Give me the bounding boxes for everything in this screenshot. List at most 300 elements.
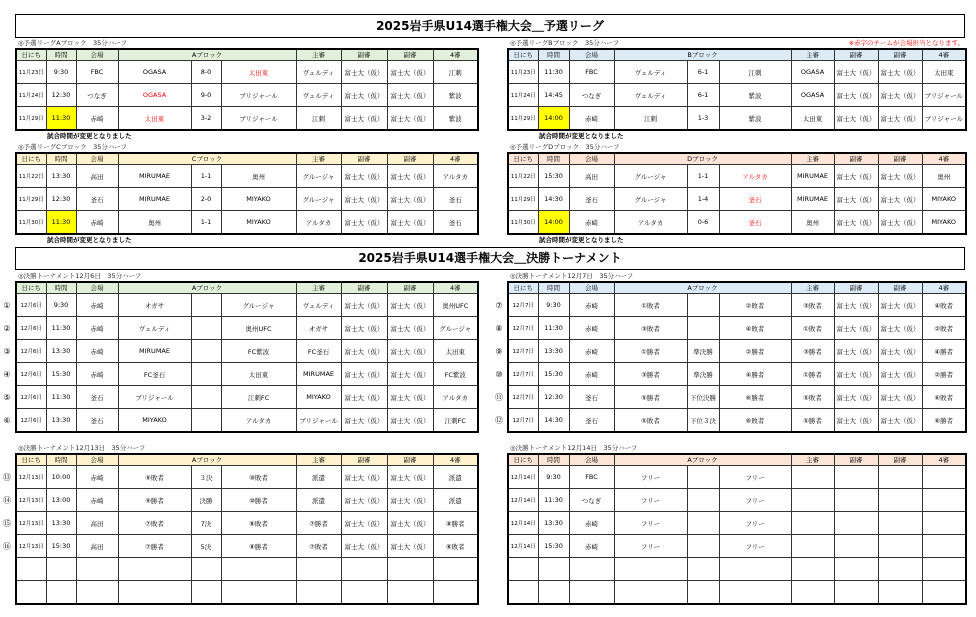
time-cell: 9:30 <box>46 294 76 317</box>
header-fourth: 4審 <box>922 454 966 466</box>
assistant1-cell: 富士大（仮） <box>341 188 387 211</box>
header-time: 時間 <box>46 282 76 294</box>
referee-cell <box>791 489 834 512</box>
match-row <box>508 512 966 535</box>
team2-cell: FC紫波 <box>221 340 296 363</box>
team2-cell: ⑩敗者 <box>221 466 296 489</box>
score-cell <box>687 466 719 489</box>
match-row <box>16 363 478 386</box>
fourth-cell: ブリジャール <box>922 84 966 107</box>
score-cell <box>191 294 221 317</box>
score-cell <box>191 340 221 363</box>
team1-cell: フリー <box>614 489 687 512</box>
team1-cell: ヴェルディ <box>614 84 687 107</box>
team1-cell: ⑨敗者 <box>118 466 191 489</box>
team1-cell: ①勝者 <box>614 340 687 363</box>
header-date: 日にち <box>508 454 538 466</box>
venue-cell <box>569 581 614 605</box>
fourth-cell: ⑥勝者 <box>922 409 966 433</box>
header-date: 日にち <box>16 454 46 466</box>
venue-cell: 赤崎 <box>569 512 614 535</box>
schedule-table <box>15 453 479 605</box>
match-number: ⑧ <box>495 324 503 333</box>
score-cell: 準決勝 <box>687 363 719 386</box>
match-row <box>508 363 966 386</box>
team1-cell: ③敗者 <box>614 317 687 340</box>
score-cell: 6-1 <box>687 61 719 84</box>
assistant2-cell: 富士大（仮） <box>387 317 433 340</box>
block-a-section <box>15 38 477 141</box>
header-referee: 主審 <box>791 49 834 61</box>
assistant2-cell: 富士大（仮） <box>387 512 433 535</box>
score-cell <box>191 581 221 605</box>
venue-cell: 高田 <box>76 512 118 535</box>
team2-cell: フリー <box>719 466 791 489</box>
fourth-cell <box>922 558 966 581</box>
team2-cell: MIYAKO <box>221 188 296 211</box>
match-number: ① <box>3 301 11 310</box>
score-cell <box>191 363 221 386</box>
assistant2-cell: 富士大（仮） <box>387 188 433 211</box>
venue-cell: 赤崎 <box>76 211 118 235</box>
assistant2-cell <box>878 512 922 535</box>
header-referee: 主審 <box>791 282 834 294</box>
date-cell: 11月23日 <box>508 61 538 84</box>
assistant2-cell: 富士大（仮） <box>878 211 922 235</box>
section-label: ◎予選リーグCブロック 35分ハーフ <box>18 143 128 151</box>
date-cell: 12月7日 <box>508 363 538 386</box>
team2-cell: ④敗者 <box>719 317 791 340</box>
referee-cell: 奥州 <box>791 211 834 235</box>
header-venue: 会場 <box>569 282 614 294</box>
assistant2-cell <box>387 558 433 581</box>
assistant2-cell: 富士大（仮） <box>878 107 922 131</box>
match-row <box>16 84 478 107</box>
referee-cell <box>296 581 341 605</box>
time-cell: 13:30 <box>46 409 76 433</box>
time-cell: 11:30 <box>46 386 76 409</box>
match-number: ⑭ <box>3 496 11 505</box>
fourth-cell <box>922 535 966 558</box>
header-venue: 会場 <box>569 454 614 466</box>
team2-cell: フリー <box>719 535 791 558</box>
header-referee: 主審 <box>296 282 341 294</box>
header-fourth: 4審 <box>922 282 966 294</box>
tournament-dec6-section <box>3 271 477 433</box>
fourth-cell: 釜石 <box>433 188 478 211</box>
time-cell: 13:30 <box>46 340 76 363</box>
match-number: ⑬ <box>3 473 11 482</box>
match-row <box>508 84 966 107</box>
team2-cell <box>221 581 296 605</box>
team1-cell: ヴェルディ <box>118 317 191 340</box>
header-fourth: 4審 <box>922 153 966 165</box>
header-fourth: 4審 <box>433 454 478 466</box>
match-row <box>508 107 966 131</box>
venue-cell: つなぎ <box>569 84 614 107</box>
time-cell: 13:30 <box>46 165 76 188</box>
prelim-league-title: 2025岩手県U14選手権大会＿予選リーグ <box>15 14 965 38</box>
table-header-row <box>508 282 966 294</box>
date-cell: 12月14日 <box>508 535 538 558</box>
referee-cell: ブリジャール <box>296 409 341 433</box>
fourth-cell: ⑧敗者 <box>433 535 478 558</box>
time-cell: 9:30 <box>538 466 569 489</box>
team2-cell: 紫波 <box>719 84 791 107</box>
match-row <box>508 466 966 489</box>
team1-cell: ヴェルディ <box>614 61 687 84</box>
fourth-cell: 釜石 <box>433 211 478 235</box>
assistant2-cell: 富士大（仮） <box>387 294 433 317</box>
assistant2-cell: 富士大（仮） <box>387 340 433 363</box>
header-referee: 主審 <box>791 153 834 165</box>
assistant2-cell <box>878 489 922 512</box>
venue-cell <box>569 558 614 581</box>
venue-cell: 釜石 <box>76 409 118 433</box>
date-cell: 11月22日 <box>508 165 538 188</box>
venue-cell <box>76 581 118 605</box>
score-cell: 1-4 <box>687 188 719 211</box>
date-cell: 12月7日 <box>508 317 538 340</box>
score-cell <box>191 409 221 433</box>
header-referee: 主審 <box>296 153 341 165</box>
score-cell: 2-0 <box>191 188 221 211</box>
match-number: ③ <box>3 347 11 356</box>
team1-cell: MIRUMAE <box>118 340 191 363</box>
header-time: 時間 <box>46 49 76 61</box>
time-cell: 11:30 <box>538 489 569 512</box>
assistant1-cell: 富士大（仮） <box>834 61 878 84</box>
referee-cell <box>791 466 834 489</box>
assistant2-cell <box>387 581 433 605</box>
time-cell: 13:30 <box>538 340 569 363</box>
time-cell: 11:30 <box>538 317 569 340</box>
score-cell: 0-6 <box>687 211 719 235</box>
table-header-row <box>16 454 478 466</box>
tournament-dec7-section <box>495 271 965 433</box>
header-venue: 会場 <box>76 49 118 61</box>
date-cell: 11月29日 <box>508 188 538 211</box>
referee-cell: ③勝者 <box>791 340 834 363</box>
header-venue: 会場 <box>76 282 118 294</box>
score-cell <box>687 294 719 317</box>
section-label: ◎予選リーグDブロック 35分ハーフ <box>510 143 620 151</box>
team1-cell: オガサ <box>118 294 191 317</box>
match-row <box>16 409 478 433</box>
team2-cell: アルタカ <box>719 165 791 188</box>
team1-cell <box>118 558 191 581</box>
fourth-cell: 太田東 <box>433 340 478 363</box>
team2-cell <box>719 558 791 581</box>
venue-cell: 赤崎 <box>76 340 118 363</box>
score-cell <box>687 581 719 605</box>
header-date: 日にち <box>16 49 46 61</box>
assistant1-cell <box>834 535 878 558</box>
team1-cell: ⑤勝者 <box>614 386 687 409</box>
header-venue: 会場 <box>76 153 118 165</box>
fourth-cell: 紫波 <box>433 84 478 107</box>
date-cell: 11月24日 <box>508 84 538 107</box>
team2-cell <box>221 558 296 581</box>
date-cell: 12月13日 <box>16 535 46 558</box>
match-row <box>16 61 478 84</box>
table-header-row <box>16 153 478 165</box>
fourth-cell: ②勝者 <box>922 363 966 386</box>
score-cell: 1-1 <box>191 165 221 188</box>
header-fourth: 4審 <box>433 49 478 61</box>
referee-cell: 派遣 <box>296 489 341 512</box>
score-cell <box>687 512 719 535</box>
assistant1-cell: 富士大（仮） <box>341 211 387 235</box>
tournament-dec13-section <box>3 443 477 605</box>
header-date: 日にち <box>508 49 538 61</box>
referee-cell: 江刺 <box>296 107 341 131</box>
assistant2-cell: 富士大（仮） <box>878 61 922 84</box>
match-row <box>508 558 966 581</box>
header-date: 日にち <box>508 282 538 294</box>
score-cell: 下位決勝 <box>687 386 719 409</box>
assistant1-cell: 富士大（仮） <box>834 317 878 340</box>
header-assistant2: 副審 <box>387 282 433 294</box>
score-cell <box>687 535 719 558</box>
date-cell: 12月13日 <box>16 512 46 535</box>
match-number: ⑫ <box>495 416 503 425</box>
match-number: ④ <box>3 370 11 379</box>
team2-cell: アルタカ <box>221 409 296 433</box>
match-row <box>508 386 966 409</box>
referee-cell: オガサ <box>296 317 341 340</box>
referee-cell: ヴェルディ <box>296 84 341 107</box>
team2-cell: ⑥勝者 <box>719 386 791 409</box>
time-cell: 11:30 <box>538 61 569 84</box>
assistant1-cell: 富士大（仮） <box>834 294 878 317</box>
match-row <box>508 165 966 188</box>
time-cell: 11:30 <box>46 107 76 131</box>
section-label: ◎予選リーグAブロック 35分ハーフ <box>18 39 127 47</box>
match-row <box>508 489 966 512</box>
header-time: 時間 <box>46 454 76 466</box>
assistant1-cell <box>834 581 878 605</box>
assistant2-cell: 富士大（仮） <box>387 386 433 409</box>
assistant1-cell: 富士大（仮） <box>834 84 878 107</box>
team2-cell: ブリジャール <box>221 107 296 131</box>
fourth-cell: ブリジャール <box>922 107 966 131</box>
fourth-cell: 江刺 <box>433 61 478 84</box>
referee-cell: MIRUMAE <box>791 188 834 211</box>
header-date: 日にち <box>16 153 46 165</box>
date-cell: 11月30日 <box>508 211 538 235</box>
schedule-table <box>507 48 967 131</box>
team2-cell: フリー <box>719 489 791 512</box>
date-cell: 11月23日 <box>16 61 46 84</box>
referee-cell <box>791 558 834 581</box>
date-cell: 12月6日 <box>16 409 46 433</box>
venue-cell: 高田 <box>76 535 118 558</box>
score-cell: 準決勝 <box>687 340 719 363</box>
time-change-note: 試合時間が変更となりました <box>47 132 132 140</box>
team2-cell: 江刺FC <box>221 386 296 409</box>
referee-cell <box>296 558 341 581</box>
block-c-section <box>15 142 477 245</box>
time-cell: 12:30 <box>46 188 76 211</box>
fourth-cell: アルタカ <box>433 165 478 188</box>
assistant1-cell: 富士大（仮） <box>341 317 387 340</box>
team1-cell: 太田東 <box>118 107 191 131</box>
score-cell: 9-0 <box>191 84 221 107</box>
assistant1-cell: 富士大（仮） <box>341 107 387 131</box>
date-cell: 12月6日 <box>16 363 46 386</box>
venue-cell: 赤崎 <box>569 317 614 340</box>
assistant1-cell: 富士大（仮） <box>834 340 878 363</box>
team2-cell: 奥州UFC <box>221 317 296 340</box>
score-cell: 3-2 <box>191 107 221 131</box>
header-assistant1: 副審 <box>834 454 878 466</box>
team2-cell: ⑩勝者 <box>221 489 296 512</box>
time-cell: 11:30 <box>46 317 76 340</box>
assistant2-cell <box>878 558 922 581</box>
fourth-cell: ⑥敗者 <box>922 386 966 409</box>
section-label: ◎予選リーグBブロック 35分ハーフ <box>510 39 619 47</box>
assistant1-cell: 富士大（仮） <box>341 489 387 512</box>
header-assistant2: 副審 <box>878 49 922 61</box>
assistant2-cell: 富士大（仮） <box>878 84 922 107</box>
fourth-cell: MIYAKO <box>922 188 966 211</box>
match-row <box>16 558 478 581</box>
time-cell: 13:30 <box>538 512 569 535</box>
date-cell: 12月6日 <box>16 294 46 317</box>
date-cell <box>16 558 46 581</box>
referee-cell <box>791 512 834 535</box>
team1-cell: FC釜石 <box>118 363 191 386</box>
match-number: ⑮ <box>3 519 11 528</box>
venue-cell: 高田 <box>76 165 118 188</box>
section-label: ◎決勝トーナメント12月6日 35分ハーフ <box>18 272 142 280</box>
venue-cell: 釜石 <box>569 188 614 211</box>
venue-cell: 赤崎 <box>76 466 118 489</box>
venue-cell: 赤崎 <box>569 363 614 386</box>
match-row <box>508 317 966 340</box>
venue-duty-note: ※赤字のチームが会場担当となります。 <box>848 39 964 47</box>
match-row <box>508 61 966 84</box>
referee-cell: ⑤敗者 <box>791 386 834 409</box>
time-cell: 12:30 <box>46 84 76 107</box>
assistant1-cell <box>341 558 387 581</box>
referee-cell: ヴェルディ <box>296 294 341 317</box>
match-number: ⑤ <box>3 393 11 402</box>
team2-cell: 紫波 <box>719 107 791 131</box>
venue-cell: つなぎ <box>569 489 614 512</box>
header-fourth: 4審 <box>433 282 478 294</box>
referee-cell: ⑦敗者 <box>296 535 341 558</box>
match-number: ⑩ <box>495 370 503 379</box>
assistant2-cell: 富士大（仮） <box>878 409 922 433</box>
time-cell: 15:30 <box>46 363 76 386</box>
venue-cell: 釜石 <box>569 386 614 409</box>
assistant1-cell: 富士大（仮） <box>341 340 387 363</box>
team1-cell: フリー <box>614 466 687 489</box>
schedule-table <box>15 281 479 433</box>
table-header-row <box>508 49 966 61</box>
header-block-name: Bブロック <box>614 49 791 61</box>
assistant1-cell: 富士大（仮） <box>341 165 387 188</box>
table-header-row <box>16 282 478 294</box>
date-cell: 12月7日 <box>508 386 538 409</box>
venue-cell: 赤崎 <box>569 294 614 317</box>
header-time: 時間 <box>538 282 569 294</box>
team1-cell: MIRUMAE <box>118 165 191 188</box>
match-row <box>16 340 478 363</box>
fourth-cell: ②敗者 <box>922 317 966 340</box>
referee-cell: ⑤勝者 <box>791 409 834 433</box>
match-number-column <box>493 294 505 432</box>
team1-cell: OGASA <box>118 61 191 84</box>
match-row <box>508 211 966 235</box>
assistant2-cell: 富士大（仮） <box>387 466 433 489</box>
match-number-column <box>1 466 13 604</box>
match-row <box>508 535 966 558</box>
date-cell: 12月7日 <box>508 294 538 317</box>
header-assistant2: 副審 <box>878 454 922 466</box>
venue-cell: FBC <box>569 466 614 489</box>
fourth-cell: FC紫波 <box>433 363 478 386</box>
match-row <box>16 581 478 605</box>
team2-cell: ④勝者 <box>719 363 791 386</box>
team1-cell: グルージャ <box>614 165 687 188</box>
header-block-name: Aブロック <box>118 282 296 294</box>
date-cell: 12月13日 <box>16 489 46 512</box>
venue-cell: 赤崎 <box>569 211 614 235</box>
team2-cell: フリー <box>719 512 791 535</box>
team2-cell: 太田東 <box>221 61 296 84</box>
date-cell: 11月22日 <box>16 165 46 188</box>
table-header-row <box>508 454 966 466</box>
time-cell <box>46 558 76 581</box>
assistant2-cell: 富士大（仮） <box>878 386 922 409</box>
tournament-dec14-section <box>507 443 965 605</box>
time-cell <box>538 581 569 605</box>
team2-cell: ⑧敗者 <box>221 512 296 535</box>
team1-cell <box>614 558 687 581</box>
team1-cell: フリー <box>614 535 687 558</box>
fourth-cell <box>433 581 478 605</box>
fourth-cell: MIYAKO <box>922 211 966 235</box>
venue-cell: つなぎ <box>76 84 118 107</box>
referee-cell: 太田東 <box>791 107 834 131</box>
score-cell <box>687 558 719 581</box>
fourth-cell: 太田東 <box>922 61 966 84</box>
header-block-name: Aブロック <box>614 282 791 294</box>
time-cell: 12:30 <box>538 386 569 409</box>
score-cell: 1-1 <box>191 211 221 235</box>
venue-cell <box>76 558 118 581</box>
match-row <box>16 188 478 211</box>
assistant2-cell <box>878 535 922 558</box>
assistant1-cell: 富士大（仮） <box>341 535 387 558</box>
team2-cell: 太田東 <box>221 363 296 386</box>
date-cell: 11月24日 <box>16 84 46 107</box>
referee-cell: MIYAKO <box>296 386 341 409</box>
time-cell <box>538 558 569 581</box>
time-cell: 14:30 <box>538 409 569 433</box>
score-cell: 7決 <box>191 512 221 535</box>
section-label: ◎決勝トーナメント12月13日 35分ハーフ <box>18 444 146 452</box>
referee-cell: OGASA <box>791 84 834 107</box>
score-cell <box>191 386 221 409</box>
assistant1-cell <box>834 512 878 535</box>
date-cell: 12月6日 <box>16 386 46 409</box>
venue-cell: 赤崎 <box>76 489 118 512</box>
match-row <box>508 409 966 433</box>
